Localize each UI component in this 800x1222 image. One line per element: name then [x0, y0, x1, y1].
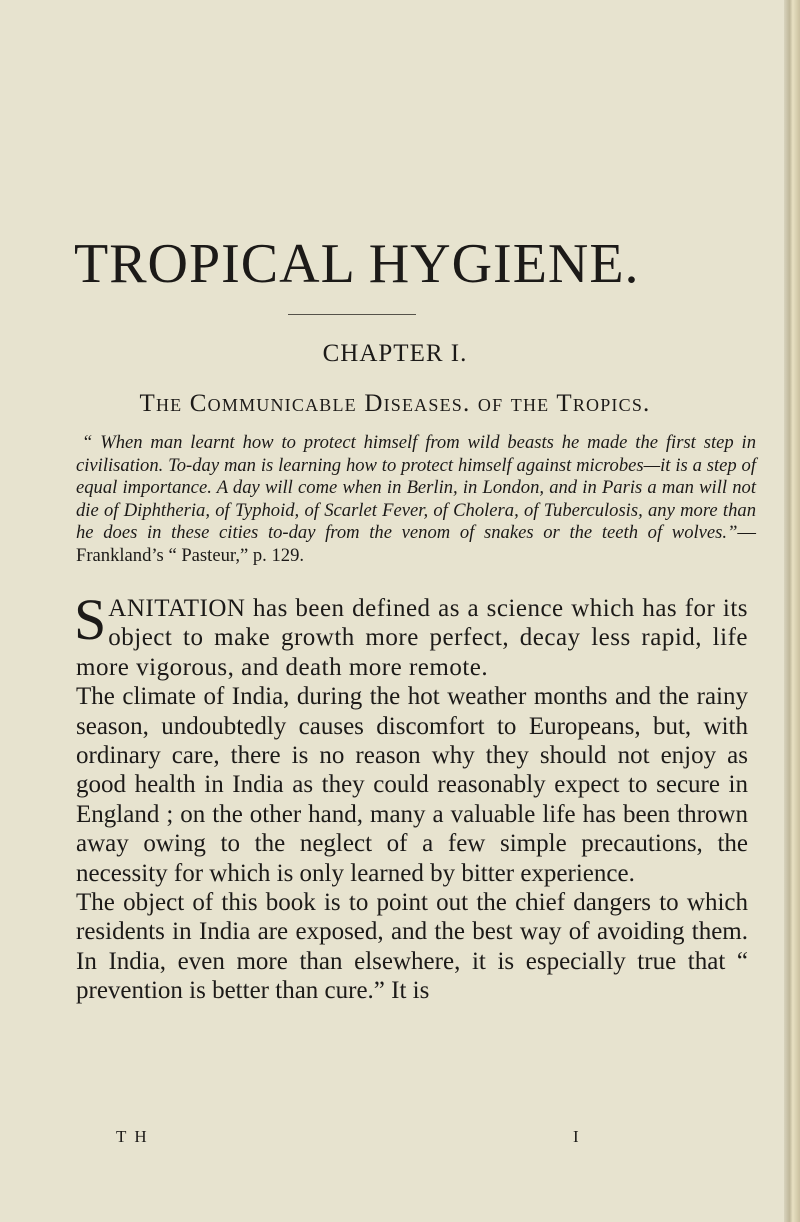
epigraph: [76, 432, 756, 567]
epigraph-attribution: —Frankland’s “ Pasteur,” p. 129.: [76, 522, 756, 566]
paragraph-2: The climate of India, during the hot weather months and the rainy season, undoubtedly causes discomfort to Europeans, but, with ordinary care, there is no reason why they should not enjoy as good health in India as they could reasonably expect to secure in England ; on the other hand, many a valuable life has been thrown away owing to the neglect of a few simple precautions, the necessity for which is only learned by bitter experience.: [76, 683, 748, 887]
signature-mark: T H: [116, 1127, 149, 1146]
paragraph-1-text: [74, 587, 748, 681]
chapter-title: The Communicable Diseases. of the Tropics.: [139, 390, 651, 417]
first-word-caps: ANITATION: [108, 595, 246, 622]
chapter-number: CHAPTER I.: [322, 340, 468, 367]
title-divider: [288, 314, 416, 315]
page-number: I: [573, 1127, 579, 1146]
drop-cap: S: [74, 587, 107, 652]
paragraph-3: The object of this book is to point out the chief dangers to which residents in India are exposed, and the best way of avoiding them. In India, even more than elsewhere, it is especially true that “ prevention is better than cure.” It is: [76, 889, 748, 1005]
page-edge: [784, 0, 800, 1222]
book-title: TROPICAL HYGIENE.: [74, 233, 640, 295]
paragraph-1-rest: has been defined as a science which has for its object to make growth more perfect, decay less rapid, life more vigorous, and death more remote.: [76, 595, 748, 681]
body-text: [74, 587, 748, 1006]
epigraph-quote: “ When man learnt how to protect himself from wild beasts he made the first step in civilisation. To-day man is learning how to protect himself against microbes—it is a step of equal importance. A day will come when in Berlin, in London, and in Paris a man will not die of Diphtheria, of Typhoid, of Scarlet Fever, of Cholera, of Tuberculosis, any more than he does in these cities to-day from the venom of snakes or the teeth of wolves.”: [76, 432, 756, 543]
paragraph-1: [74, 587, 748, 682]
